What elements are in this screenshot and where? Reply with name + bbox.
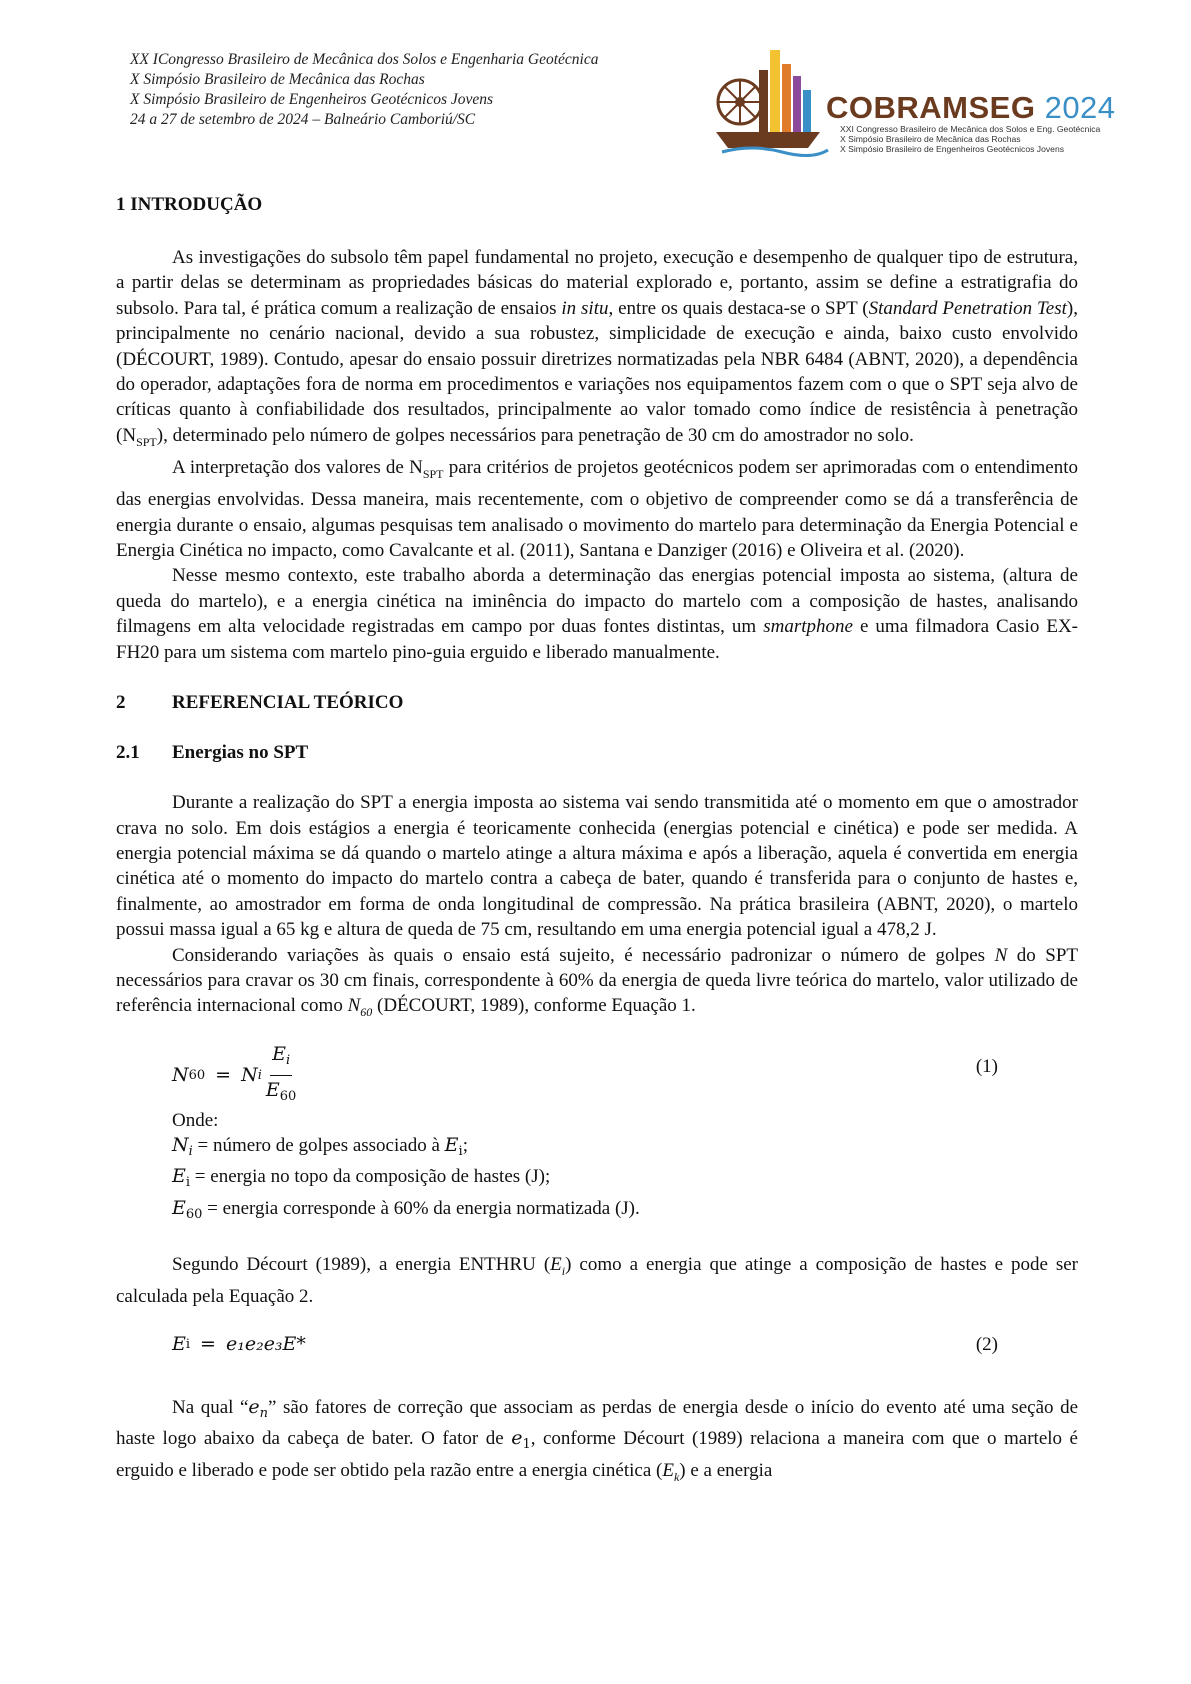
enthru-paragraph: Segundo Décourt (1989), a energia ENTHRU $(E_i)$ como a energia que atinge a composição de hastes e pode ser calculada pela Equação 2. (116, 1254, 1078, 1308)
definition-ei: $E_i$ = energia no topo da composição de hastes (J); (172, 1165, 551, 1191)
logo-word: COBRAMSEG (826, 90, 1036, 125)
section-2-1-heading: 2.1 Energias no SPT (116, 742, 309, 764)
equation-2: E i = e₁e₂e₃E* (2) (116, 1330, 1078, 1364)
where-label: Onde: (172, 1109, 219, 1131)
logo-subline-2: X Simpósio Brasileiro de Mecânica das Rochas (840, 134, 1021, 144)
energy-paragraph-1: Durante a realização do SPT a energia imposta ao sistema vai sendo transmitida até o momento em que o amostrador crava no solo. Em dois estágios a energia é teoricamente conhecida (energias potencial e cinética) e pode ser medida. A energia potencial máxima se dá quando o martelo atinge a altura máxima e após a liberação, aquela é convertida em energia cinética até o momento do impacto do martelo contra a cabeça de bater, quando é transferida para o conjunto de hastes e, finalmente, ao amostrador em forma de onda longitudinal de compressão. Na prática brasileira (ABNT, 2020), o martelo possui massa igual a 65 kg e altura de queda de 75 cm, resultando em uma energia potencial igual a 478,2 J. (116, 792, 1078, 941)
definition-ni: $N_i$ = número de golpes associado à $E_i$; (172, 1133, 468, 1159)
logo-year: 2024 (1044, 90, 1116, 125)
correction-factors-paragraph: Na qual “$e_n$” são fatores de correção que associam as perdas de energia desde o início do evento até uma seção de haste logo abaixo da cabeça de bater. O fator de $e_1$, conforme Décourt (1989) relaciona a maneira com que o martelo é erguido e liberado e pode ser obtido pela razão entre a energia cinética $(E_k)$ e a energia (116, 1395, 1078, 1484)
header-line-4: 24 a 27 de setembro de 2024 – Balneário Camboriú/SC (130, 111, 476, 128)
header-line-2: X Simpósio Brasileiro de Mecânica das Rochas (130, 71, 425, 88)
equation-2-number: (2) (975, 1333, 998, 1355)
paper-body (116, 192, 1078, 1490)
intro-paragraph-2: A interpretação dos valores de $N_{SPT}$ para critérios de projetos geotécnicos podem ser aprimoradas com o entendimento das energias envolvidas. Dessa maneira, mais recentemente, com o objetivo de compreender como se dá a transferência de energia durante o ensaio, algumas pesquisas tem analisado o movimento do martelo para determinação da Energia Potencial e Energia Cinética no impacto, como Cavalcante et al. (2011), Santana e Danziger (2016) e Oliveira et al. (2020). (116, 457, 1079, 562)
logo-wordmark (826, 90, 1116, 126)
conference-header (130, 50, 599, 130)
intro-paragraph-3: Nesse mesmo contexto, este trabalho aborda a determinação das energias potencial imposta ao sistema, (altura de queda do martelo), e a energia cinética na iminência do impacto do martelo com a composição de hastes, analisando filmagens em alta velocidade registradas em campo por duas fontes distintas, um smartphone e uma filmadora Casio EX-FH20 para um sistema com martelo pino-guia erguido e liberado manualmente. (116, 565, 1078, 663)
definition-e60: $E_{60}$ = energia corresponde à 60% da energia normatizada (J). (172, 1196, 640, 1222)
section-2-heading: 2 REFERENCIAL TEÓRICO (116, 692, 404, 714)
equation-1-number: (1) (975, 1055, 998, 1077)
intro-heading: 1 INTRODUÇÃO (116, 194, 263, 215)
intro-paragraph-1: As investigações do subsolo têm papel fundamental no projeto, execução e desempenho de qualquer tipo de estrutura, a partir delas se determinam as propriedades básicas do material explorado e, portanto, assim se define a estratigrafia do subsolo. Para tal, é prática comum a realização de ensaios in situ, entre os quais destaca-se o SPT (Standard Penetration Test), principalmente no cenário nacional, devido a sua robustez, simplicidade de execução e ainda, baixo custo envolvido (DÉCOURT, 1989). Contudo, apesar do ensaio possuir diretrizes normatizadas pela NBR 6484 (ABNT, 2020), a dependência do operador, adaptações fora de norma em procedimentos e variações nos equipamentos fazem com o que o SPT seja alvo de críticas quanto à confiabilidade dos resultados, principalmente ao valor tomado como índice de resistência à penetração $(N_{SPT})$, determinado pelo número de golpes necessários para penetração de 30 cm do amostrador no solo. (116, 247, 1078, 449)
logo-subline-3: X Simpósio Brasileiro de Engenheiros Geotécnicos Jovens (840, 144, 1065, 154)
header-line-3: X Simpósio Brasileiro de Engenheiros Geotécnicos Jovens (130, 91, 494, 108)
cobramseg-logo (712, 44, 1132, 164)
logo-subline-1: XXI Congresso Brasileiro de Mecânica dos Solos e Eng. Geotécnica (840, 124, 1101, 134)
logo-emblem-icon (712, 44, 832, 164)
variable-definitions (172, 1108, 1078, 1228)
energy-paragraph-2: Considerando variações às quais o ensaio está sujeito, é necessário padronizar o número de golpes N do SPT necessários para cravar os 30 cm finais, correspondente à 60% da energia de queda livre teórica do martelo, valor utilizado de referência internacional como $N_{60}$ (DÉCOURT, 1989), conforme Equação 1. (116, 944, 1078, 1020)
header-line-1: XX ICongresso Brasileiro de Mecânica dos Solos e Engenharia Geotécnica (130, 51, 599, 68)
equation-1: N 60 = N i $\frac{E_i}{E_{60}}$ (1) (172, 1042, 998, 1104)
